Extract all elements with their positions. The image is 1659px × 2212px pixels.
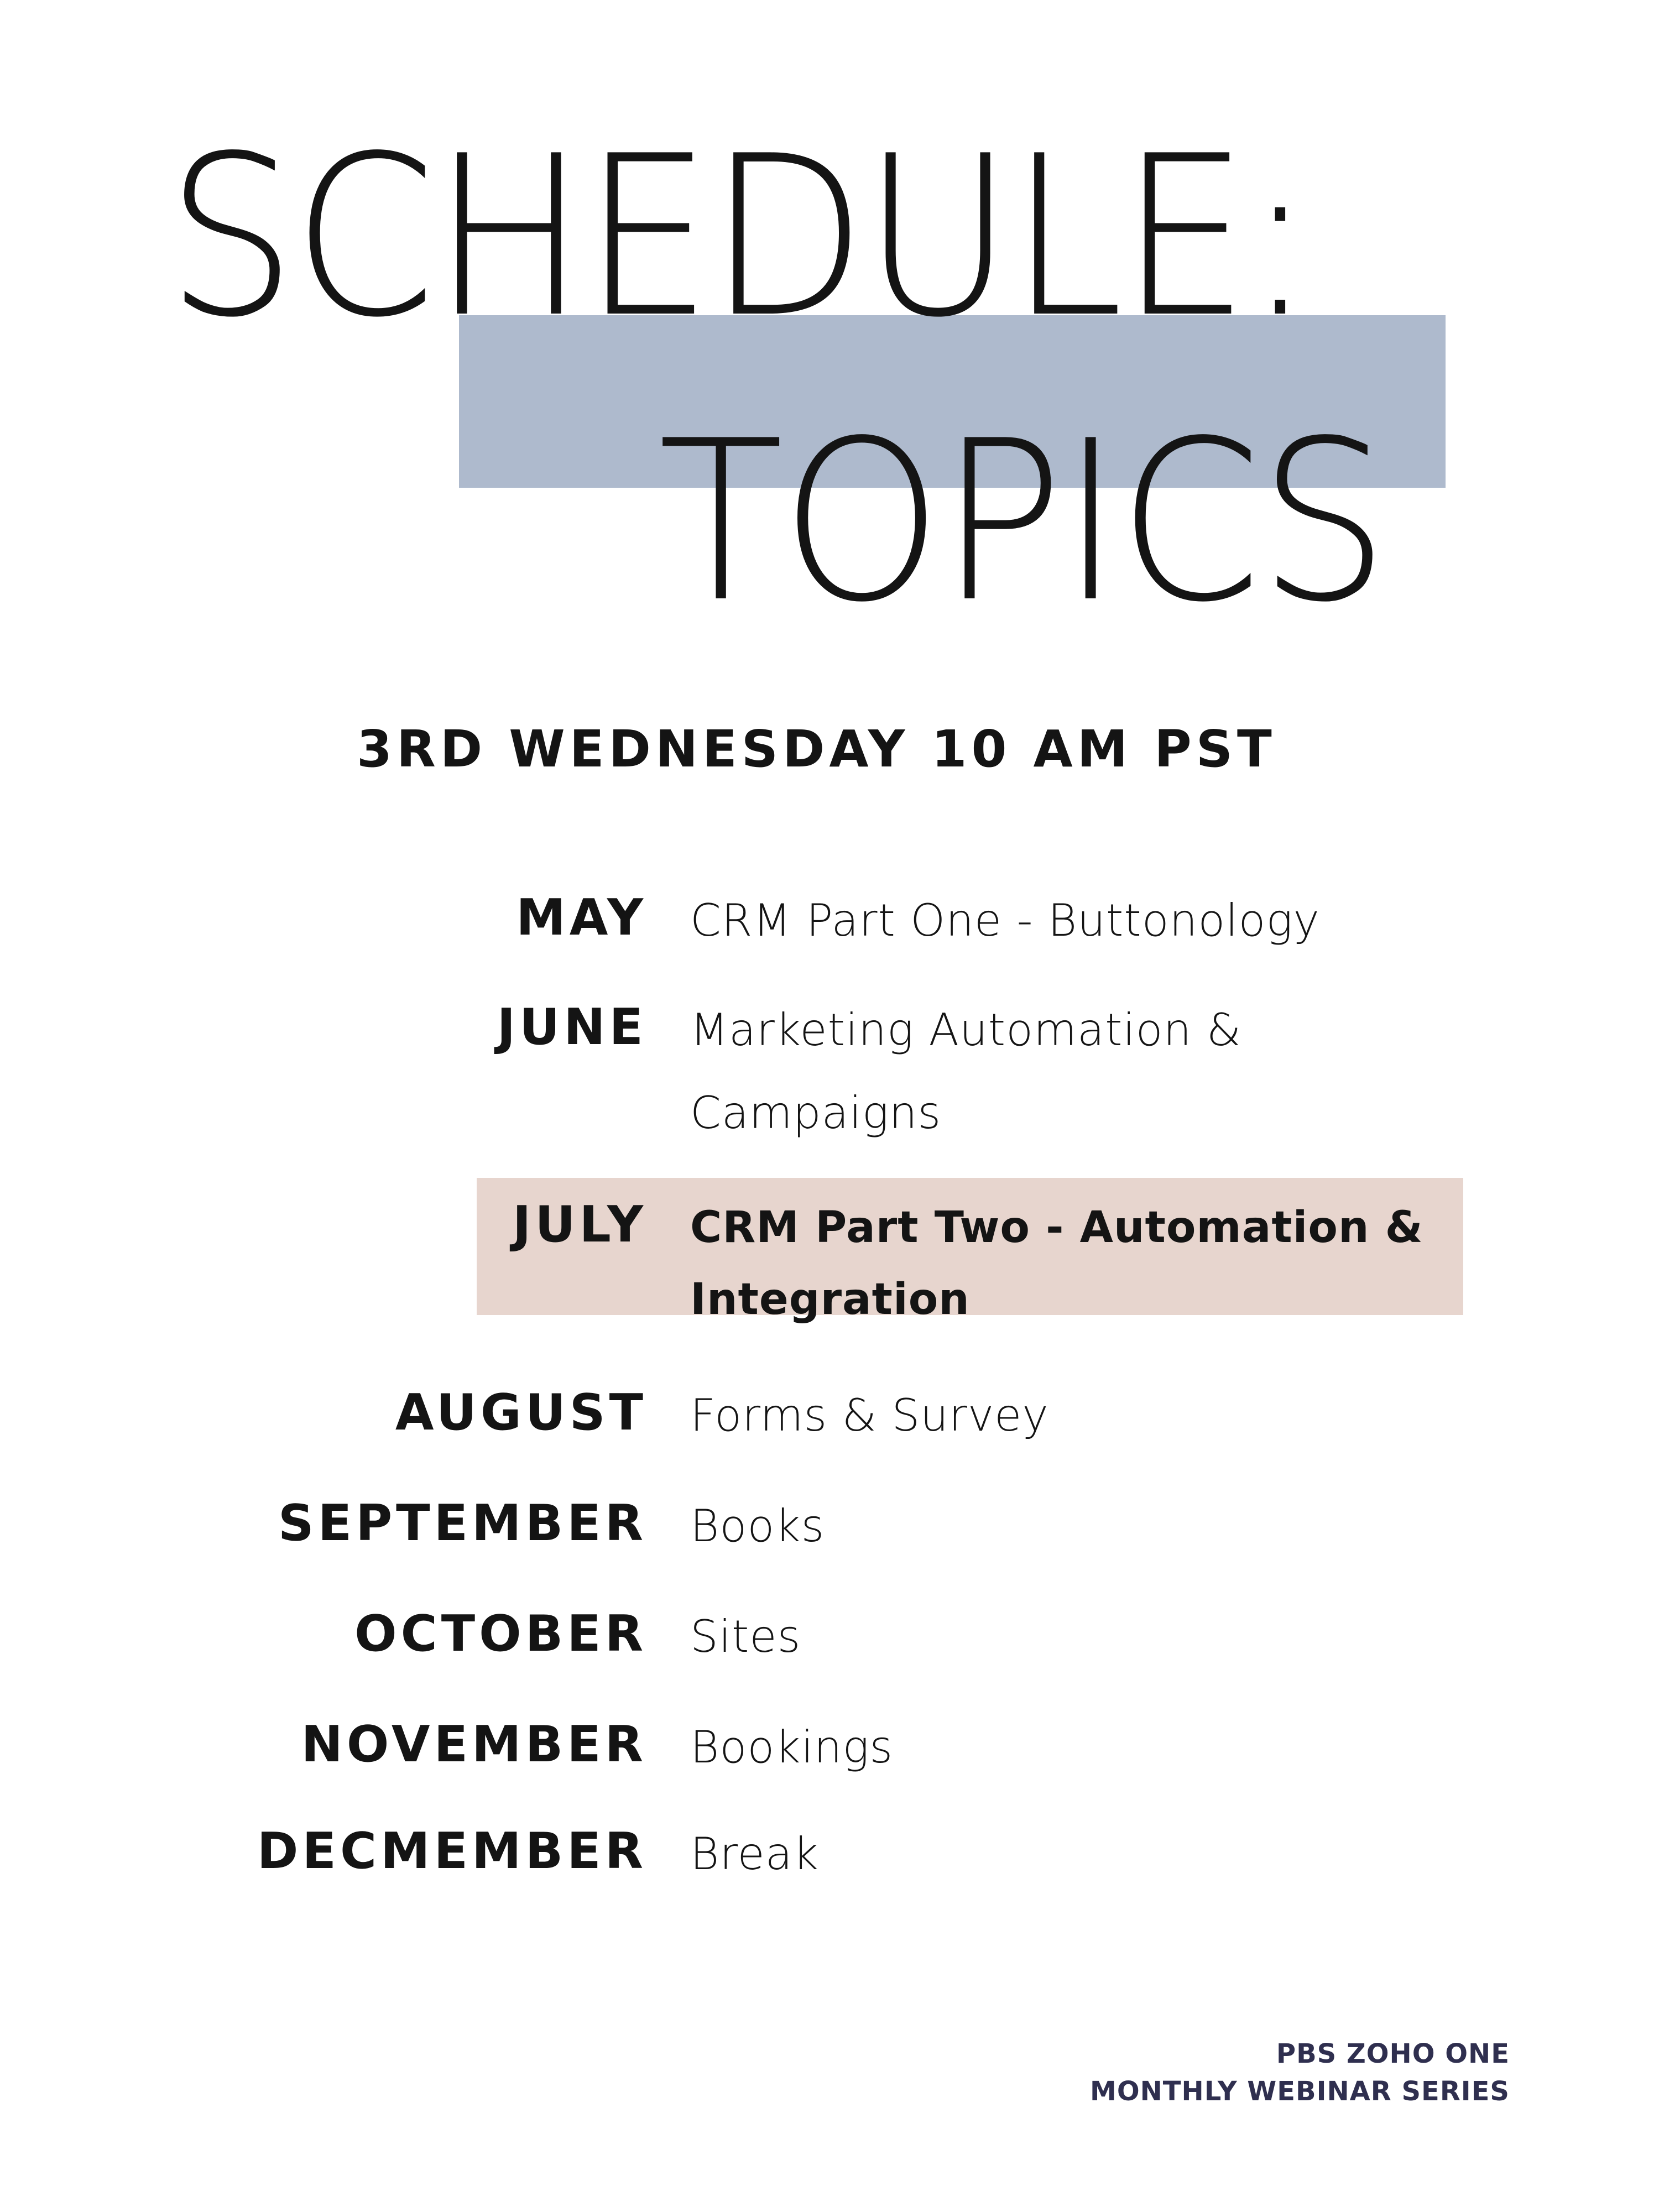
month-label: JULY — [512, 1196, 647, 1254]
topic-label: Marketing Automation & Campaigns — [690, 1004, 1242, 1139]
title-block — [0, 0, 1659, 664]
month-label: MAY — [516, 889, 647, 947]
footer-line-org: PBS ZOHO ONE — [1276, 2038, 1510, 2069]
month-label: DECMEMBER — [257, 1822, 647, 1880]
month-label: NOVEMBER — [301, 1715, 647, 1773]
meeting-time-heading: 3RD WEDNESDAY 10 AM PST — [357, 719, 1276, 779]
title-schedule: SCHEDULE: — [166, 109, 1311, 366]
topic-label: Bookings — [690, 1721, 894, 1773]
topic-label: CRM Part Two - Automation & Integration — [690, 1203, 1423, 1324]
topic-label: CRM Part One - Buttonology — [690, 895, 1320, 946]
topic-label: Books — [690, 1500, 825, 1552]
topic-label: Sites — [690, 1611, 801, 1662]
month-label: AUGUST — [395, 1384, 647, 1442]
footer-line-series: MONTHLY WEBINAR SERIES — [1090, 2076, 1510, 2107]
topic-label: Forms & Survey — [690, 1390, 1049, 1441]
topic-label: Break — [690, 1828, 820, 1880]
title-topics: TOPICS — [658, 394, 1386, 651]
month-label: OCTOBER — [354, 1605, 647, 1663]
month-label: SEPTEMBER — [278, 1494, 647, 1552]
month-label: JUNE — [497, 998, 647, 1056]
footer-series-label — [1090, 2035, 1510, 2110]
